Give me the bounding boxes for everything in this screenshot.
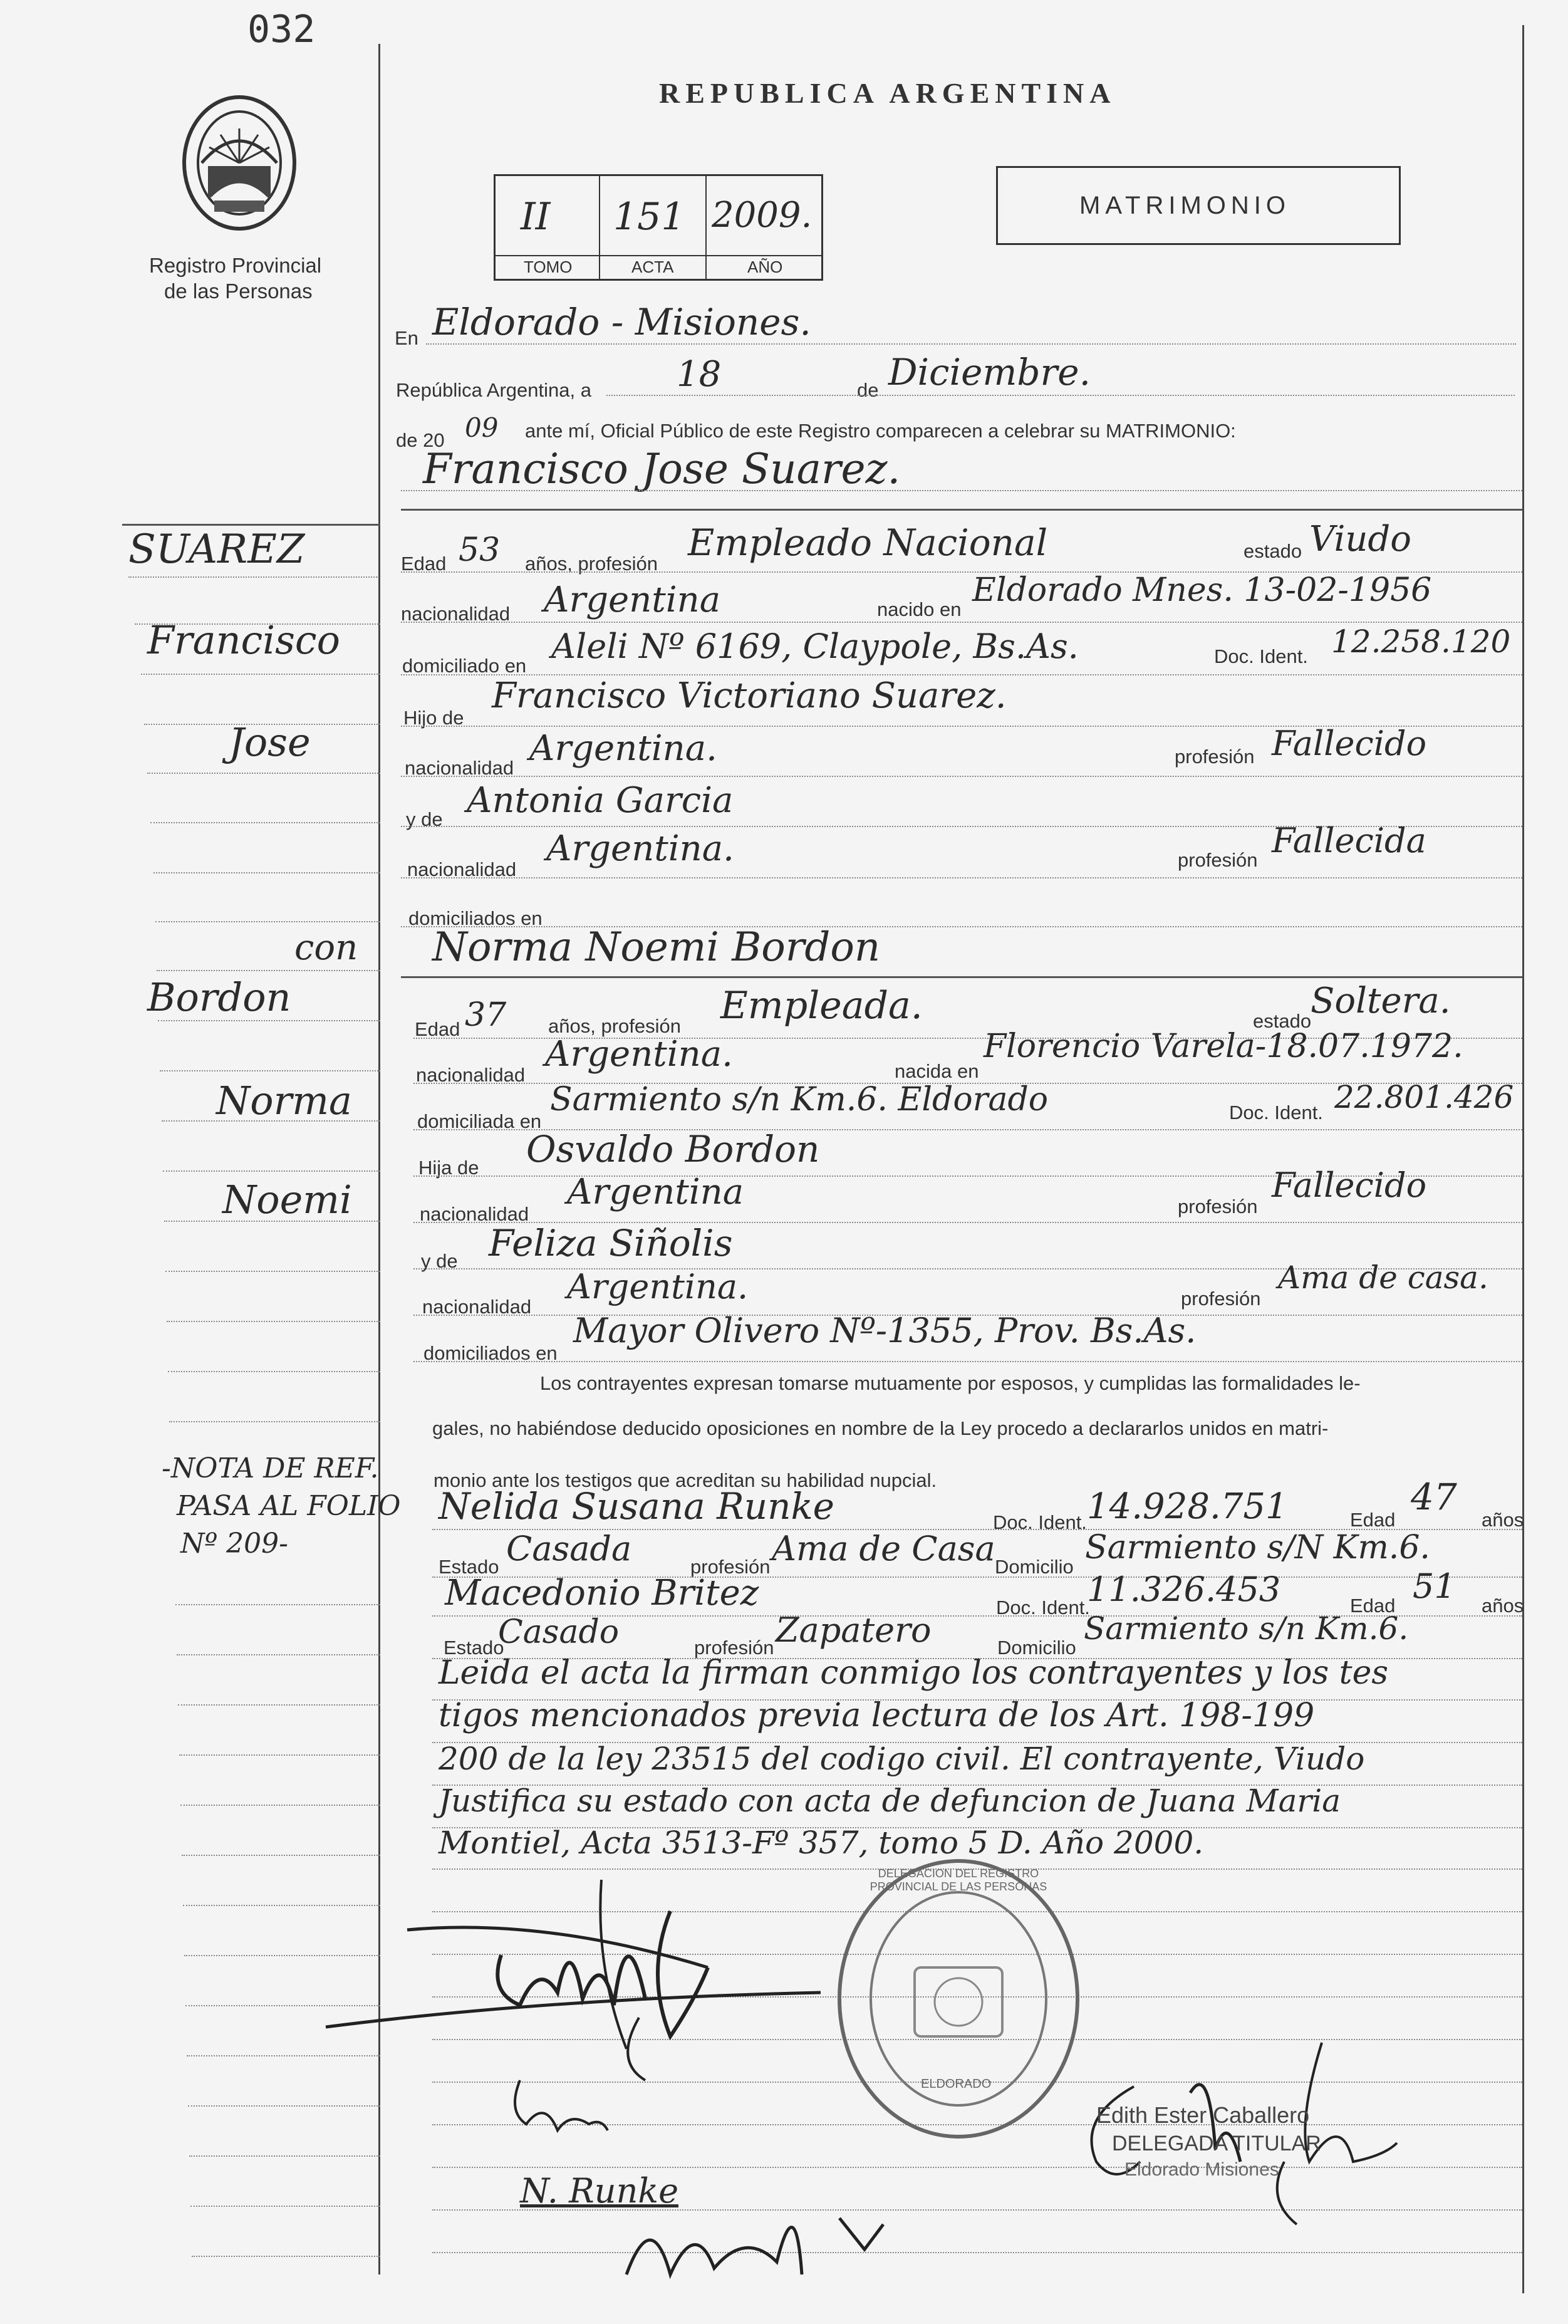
groom-father-profesion-label: profesión — [1175, 746, 1255, 768]
bride-edad-label: Edad — [415, 1018, 460, 1040]
margin-groom-first: Francisco — [147, 617, 340, 663]
official-title: DELEGADA TITULAR — [1112, 2132, 1321, 2155]
margin-note-line1: -NOTA DE REF. — [162, 1452, 379, 1484]
groom-domiciliado-label: domiciliado en — [402, 655, 527, 677]
groom-nacido-label: nacido en — [877, 598, 962, 620]
notes-line-3: 200 de la ley 23515 del codigo civil. El contrayente, Viudo — [439, 1741, 1365, 1777]
margin-groom-second: Jose — [229, 719, 311, 765]
bride-domiciliados-label: domiciliados en — [423, 1342, 558, 1364]
witness1-name: Nelida Susana Runke — [439, 1485, 834, 1528]
bride-name-line: Norma Noemi Bordon — [432, 924, 881, 971]
witness1-domicilio-label: Domicilio — [995, 1556, 1074, 1578]
seal-icon — [177, 94, 302, 238]
notes-line-1: Leida el acta la firman conmigo los contrayentes y los tes — [439, 1654, 1389, 1692]
groom-mother-profession: Fallecida — [1272, 821, 1426, 860]
bride-hija-label: Hija de — [418, 1157, 479, 1179]
bride-anos-profesion-label: años, profesión — [548, 1015, 681, 1037]
groom-address: Aleli Nº 6169, Claypole, Bs.As. — [551, 627, 1079, 666]
witness-signature-initials: N. Runke — [520, 2171, 679, 2211]
round-seal-text: DELEGACION DEL REGISTRO PROVINCIAL DE LAS PERSONAS — [870, 1867, 1047, 1893]
tomo-label: TOMO — [524, 258, 573, 276]
groom-mother-profesion-label: profesión — [1178, 849, 1258, 871]
tomo-value: II — [521, 195, 551, 239]
groom-marital-status: Viudo — [1309, 519, 1411, 560]
right-margin-rule — [1522, 25, 1524, 2293]
intro-statement: ante mí, Oficial Público de este Registro comparecen a celebrar su MATRIMONIO: — [525, 420, 1236, 442]
notes-line-4: Justifica su estado con acta de defuncion de Juana Maria — [439, 1783, 1341, 1819]
witness1-profession: Ama de Casa — [772, 1529, 995, 1568]
bride-father: Osvaldo Bordon — [526, 1128, 820, 1170]
witness2-profession: Zapatero — [776, 1610, 932, 1650]
witness1-edad-label: Edad — [1350, 1509, 1396, 1531]
witness2-anos-label: años — [1482, 1595, 1524, 1617]
bride-doc-label: Doc. Ident. — [1229, 1102, 1323, 1123]
acta-label: ACTA — [631, 258, 674, 276]
groom-hijo-label: Hijo de — [403, 707, 464, 729]
groom-full-name: Francisco Jose Suarez. — [423, 445, 901, 493]
record-type-box — [996, 166, 1401, 245]
groom-father-profession: Fallecido — [1272, 724, 1427, 763]
bride-estado-label: estado — [1253, 1010, 1312, 1032]
witness2-doc-label: Doc. Ident. — [996, 1597, 1090, 1618]
witness1-address: Sarmiento s/N Km.6. — [1085, 1529, 1430, 1566]
bride-mother-profession: Ama de casa. — [1278, 1259, 1488, 1296]
bride-doc: 22.801.426 — [1334, 1079, 1514, 1115]
groom-father-nationality: Argentina. — [529, 728, 717, 769]
marriage-day: 18 — [677, 354, 722, 395]
place-line — [426, 343, 1516, 345]
groom-yde-label: y de — [406, 808, 443, 830]
witness1-estado-label: Estado — [439, 1556, 499, 1578]
bride-domiciliada-label: domiciliada en — [417, 1110, 542, 1132]
margin-bride-first: Norma — [216, 1078, 352, 1123]
margin-groom-surname: SUAREZ — [128, 526, 305, 573]
bride-mother-profesion-label: profesión — [1181, 1288, 1261, 1310]
notes-line-2: tigos mencionados previa lectura de los Art. 198-199 — [439, 1697, 1315, 1734]
bride-nacionalidad-label: nacionalidad — [416, 1064, 526, 1086]
registry-round-seal — [833, 1855, 1084, 2143]
page-number: 032 — [247, 8, 316, 51]
witness2-status: Casado — [498, 1613, 620, 1651]
bride-father-profesion-label: profesión — [1178, 1196, 1258, 1217]
anio-label: AÑO — [747, 258, 783, 276]
bride-yde-label: y de — [421, 1250, 458, 1272]
date-line — [606, 395, 1515, 396]
groom-father-nacionalidad-label: nacionalidad — [405, 757, 514, 779]
groom-edad-label: Edad — [401, 553, 447, 575]
round-seal-place: ELDORADO — [921, 2077, 992, 2091]
witness2-name: Macedonio Britez — [445, 1573, 759, 1613]
bride-mother-nationality: Argentina. — [567, 1267, 749, 1306]
anio-value: 2009. — [712, 195, 813, 236]
bride-age: 37 — [465, 996, 507, 1034]
witness1-doc: 14.928.751 — [1087, 1486, 1288, 1527]
marriage-month: Diciembre. — [888, 351, 1091, 393]
bride-mother-nacionalidad-label: nacionalidad — [422, 1296, 532, 1318]
notes-line-5: Montiel, Acta 3513-Fº 357, tomo 5 D. Año 2000. — [439, 1825, 1204, 1861]
margin-bride-second: Noemi — [222, 1177, 352, 1222]
witness1-status: Casada — [506, 1529, 632, 1568]
bride-mother: Feliza Siñolis — [489, 1222, 733, 1264]
witness1-age: 47 — [1411, 1476, 1457, 1518]
bride-nacida-label: nacida en — [895, 1060, 979, 1082]
groom-age: 53 — [459, 531, 501, 569]
bride-address: Sarmiento s/n Km.6. Eldorado — [550, 1081, 1049, 1118]
groom-nationality: Argentina — [544, 580, 721, 620]
bride-marital-status: Soltera. — [1311, 981, 1451, 1021]
declaration-line2: gales, no habiéndose deducido oposiciones en nombre de la Ley procedo a declararlos unidos en matri- — [432, 1417, 1329, 1439]
witness2-doc: 11.326.453 — [1087, 1570, 1281, 1609]
witness1-anos-label: años — [1482, 1509, 1524, 1531]
witness2-profesion-label: profesión — [694, 1637, 774, 1659]
official-place: Eldorado Misiones — [1124, 2159, 1279, 2180]
groom-birthplace: Eldorado Mnes. 13-02-1956 — [972, 571, 1432, 609]
year-suffix: 09 — [465, 412, 499, 443]
groom-profession: Empleado Nacional — [688, 521, 1048, 564]
office-name-line1: Registro Provincial — [149, 254, 322, 277]
bride-nationality: Argentina. — [545, 1034, 733, 1075]
official-name: Edith Ester Caballero — [1096, 2102, 1310, 2128]
margin-note-line3: Nº 209- — [180, 1528, 289, 1560]
margin-bride-surname: Bordon — [147, 974, 291, 1020]
document-title: REPUBLICA ARGENTINA — [659, 77, 1116, 109]
bride-profession: Empleada. — [720, 984, 923, 1028]
groom-doc-label: Doc. Ident. — [1214, 645, 1308, 667]
record-box — [494, 174, 823, 281]
groom-mother-nationality: Argentina. — [546, 828, 734, 869]
acta-value: 151 — [613, 195, 685, 239]
groom-nacionalidad-label: nacionalidad — [401, 603, 511, 625]
declaration-line1: Los contrayentes expresan tomarse mutuamente por esposos, y cumplidas las formalidades le- — [540, 1372, 1361, 1394]
groom-anos-profesion-label: años, profesión — [525, 553, 658, 575]
groom-doc: 12.258.120 — [1331, 623, 1511, 660]
record-type: MATRIMONIO — [1079, 192, 1291, 219]
country-label: República Argentina, a — [396, 379, 591, 401]
witness1-doc-label: Doc. Ident. — [993, 1511, 1087, 1533]
de-label: de — [857, 379, 879, 401]
groom-estado-label: estado — [1243, 540, 1302, 562]
en-label: En — [395, 327, 418, 349]
groom-mother: Antonia Garcia — [467, 780, 734, 821]
margin-note-line2: PASA AL FOLIO — [177, 1490, 401, 1522]
margin-con: con — [294, 927, 358, 968]
year-prefix: de 20 — [396, 429, 445, 451]
witness2-address: Sarmiento s/n Km.6. — [1084, 1610, 1409, 1647]
witness2-estado-label: Estado — [444, 1637, 504, 1659]
bride-parents-address: Mayor Olivero Nº-1355, Prov. Bs.As. — [573, 1311, 1197, 1350]
witness1-profesion-label: profesión — [690, 1556, 771, 1578]
bride-birthplace: Florencio Varela-18.07.1972. — [984, 1028, 1463, 1065]
witness2-edad-label: Edad — [1350, 1595, 1396, 1617]
bride-father-nacionalidad-label: nacionalidad — [420, 1203, 529, 1225]
witness-signature-2 — [614, 2181, 902, 2293]
witness2-age: 51 — [1413, 1566, 1456, 1606]
bride-father-nationality: Argentina — [567, 1172, 744, 1212]
bride-father-profession: Fallecido — [1272, 1165, 1427, 1205]
declaration-line3: monio ante los testigos que acreditan su habilidad nupcial. — [434, 1469, 937, 1491]
office-name-line2: de las Personas — [164, 279, 313, 303]
groom-mother-nacionalidad-label: nacionalidad — [407, 858, 517, 880]
witness2-domicilio-label: Domicilio — [997, 1637, 1076, 1659]
groom-father: Francisco Victoriano Suarez. — [492, 675, 1007, 716]
witness-signature-1 — [501, 2074, 614, 2149]
groom-domiciliados-label: domiciliados en — [408, 907, 543, 929]
provincial-seal — [177, 94, 302, 238]
marriage-place: Eldorado - Misiones. — [432, 301, 811, 343]
